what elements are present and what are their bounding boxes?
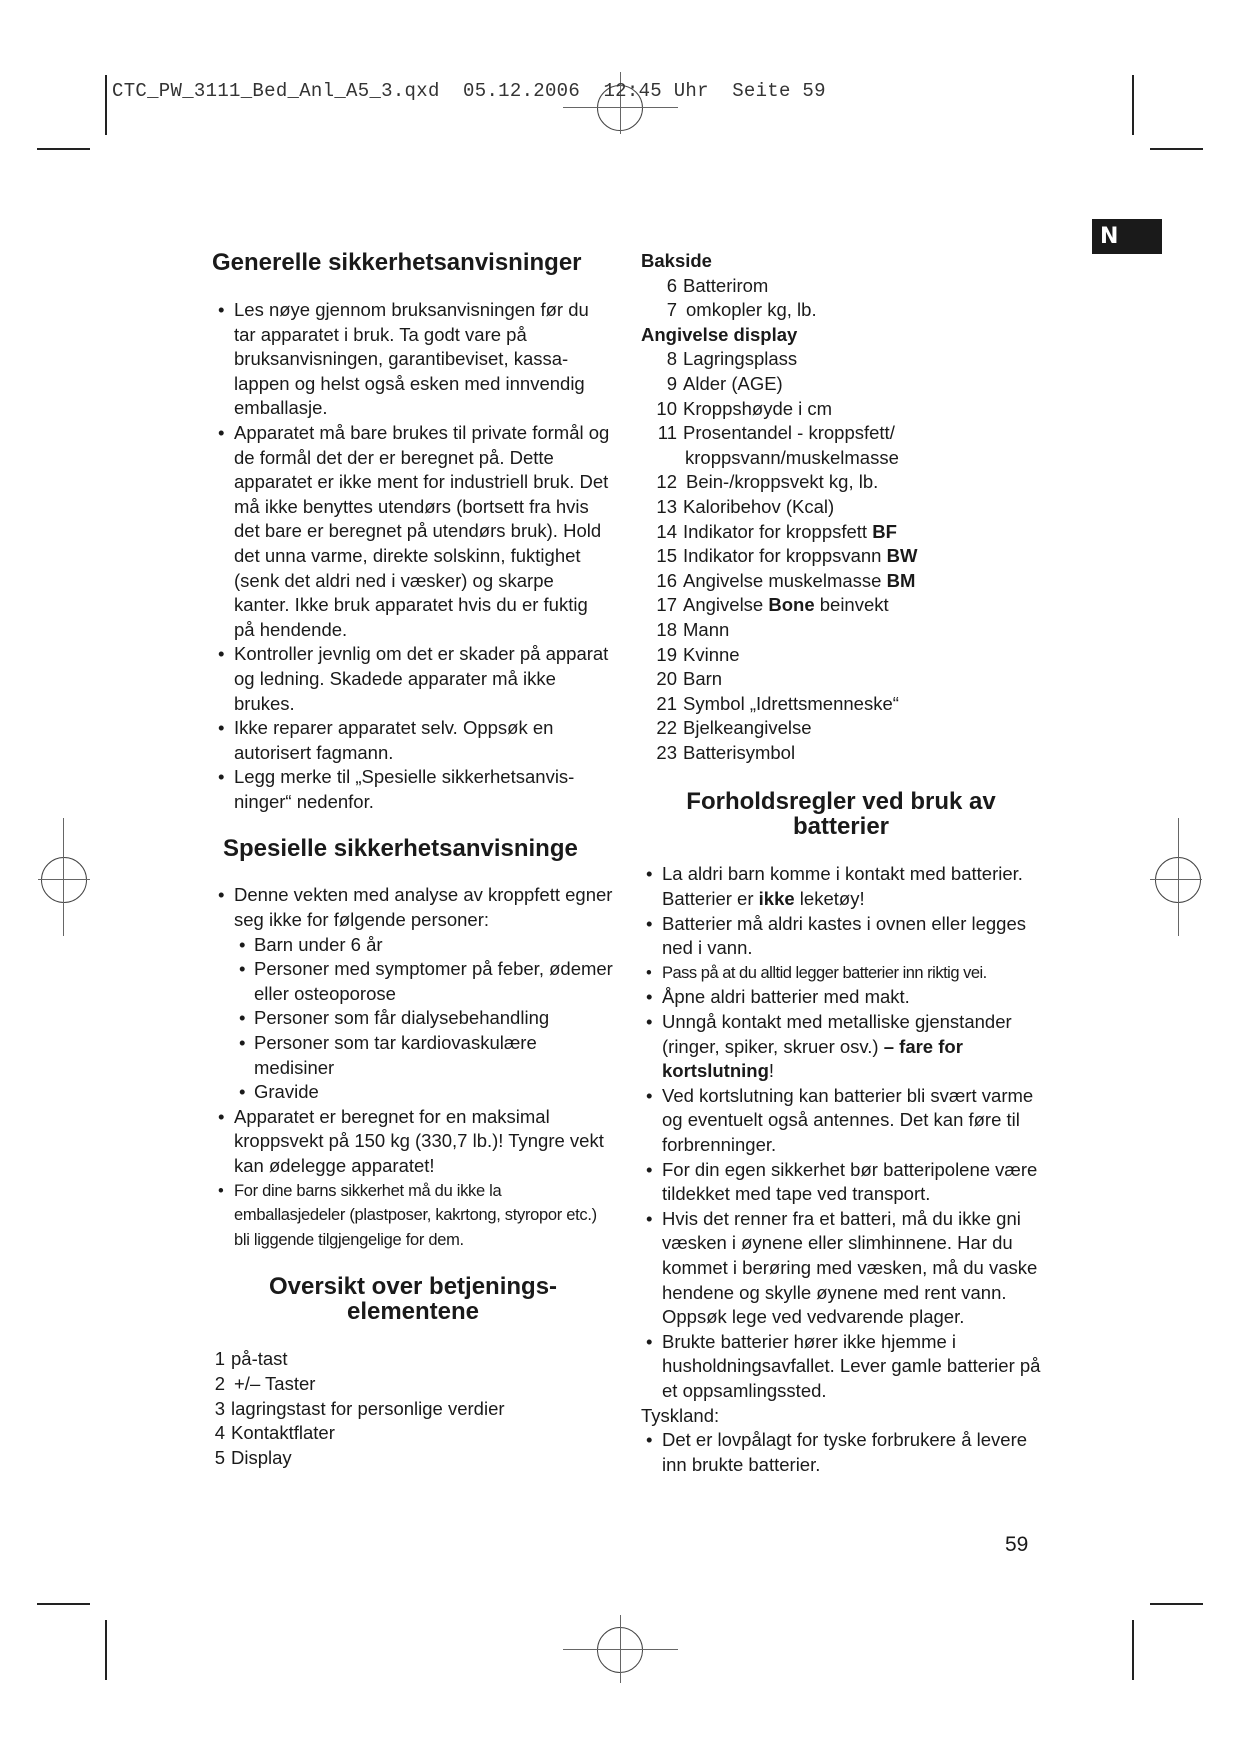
- item-number: 15: [656, 545, 677, 567]
- item-text: +/– Taster: [234, 1372, 316, 1394]
- list-item: [641, 618, 1041, 643]
- item-text: [683, 544, 917, 569]
- language-tab: N: [1092, 219, 1162, 254]
- list-item: • Legg merke til „Spesielle sikkerhetsanvis-ninger“ nedenfor.: [213, 765, 613, 814]
- item-number: 11: [657, 422, 677, 444]
- item-number: 16: [656, 569, 677, 591]
- list-item: [641, 495, 1041, 520]
- list-item: [641, 347, 1041, 372]
- list-item: • Hvis det renner fra et batteri, må du ikke gni væsken i øynene eller slimhinnene. Har du kommet i berøring med væsken, må du vaske hendene og skylle øynene med rent vann. Oppsøk lege ved vedvarende plager.: [641, 1207, 1041, 1330]
- list-item: [641, 421, 1041, 470]
- list-item: [641, 520, 1041, 545]
- item-number: 23: [656, 741, 677, 763]
- item-text: Symbol „Idrettsmenneske“: [683, 692, 899, 714]
- list-item: • Ved kortslutning kan batterier bli svært varme og eventuelt også antennes. Det kan føre til forbrenninger.: [641, 1084, 1041, 1158]
- display-list: [641, 347, 1041, 765]
- list-item: [641, 667, 1041, 692]
- indicator-code: BF: [872, 520, 897, 542]
- item-text: Display: [231, 1446, 292, 1468]
- list-item: [641, 692, 1041, 717]
- item-number: 8: [666, 348, 677, 370]
- list-item: [641, 372, 1041, 397]
- list-item: • Apparatet må bare brukes til private formål og de formål det der er beregnet på. Dette apparatet er ikke ment for industriell bruk. Det må ikke benyttes utendørs (bortsett fra hvis det bare er beregnet på utendørs bruk). Hold det unna varme, direkte solskinn, fuktighet (senk det aldri ned i væsker) og skarpe kanter. Ikke bruk apparatet hvis du er fuktig på hendende.: [213, 421, 613, 642]
- special-safety-title: Spesielle sikkerhetsanvisninge: [223, 835, 578, 863]
- battery-title-line: Forholdsregler ved bruk av: [686, 788, 996, 816]
- list-item: [641, 274, 1041, 299]
- list-item: [213, 1421, 613, 1446]
- item-text-part: beinvekt: [814, 594, 889, 616]
- list-item: [213, 1372, 613, 1397]
- item-text: Kvinne: [683, 643, 740, 665]
- germany-list: [641, 1428, 1041, 1477]
- item-text-part: Angivelse: [683, 594, 769, 616]
- item-number: 1: [214, 1348, 225, 1370]
- special-safety-list: [213, 883, 613, 1252]
- general-safety-title: Generelle sikkerhetsanvisninger: [212, 249, 582, 276]
- controls-list: [213, 1347, 613, 1470]
- crop-mark: [1132, 1620, 1134, 1680]
- page-number: 59: [1005, 1533, 1029, 1556]
- item-text: Barn: [683, 668, 723, 690]
- crop-mark: [1132, 75, 1134, 135]
- list-item: [641, 569, 1041, 594]
- item-text-line: kroppsvann/muskelmasse: [685, 446, 899, 468]
- list-item: • Det er lovpålagt for tyske forbrukere å levere inn brukte batterier.: [641, 1428, 1041, 1477]
- list-item: • For din egen sikkerhet bør batteripolene være tildekket med tape ved transport.: [641, 1158, 1041, 1207]
- indicator-code: Bone: [768, 594, 815, 616]
- item-text: Batterirom: [683, 274, 769, 296]
- item-number: 6: [666, 274, 677, 296]
- item-text: [683, 593, 889, 618]
- item-number: 2: [214, 1372, 225, 1394]
- list-item: [641, 470, 1041, 495]
- list-item: [641, 298, 1041, 323]
- indicator-code: BW: [886, 545, 918, 567]
- list-item: [641, 544, 1041, 569]
- item-number: 18: [656, 618, 677, 640]
- item-text: omkopler kg, lb.: [686, 299, 817, 321]
- item-text: Lagringsplass: [683, 348, 798, 370]
- item-number: 13: [656, 495, 677, 517]
- list-item: • Denne vekten med analyse av kroppfett egner seg ikke for følgende personer:: [213, 883, 613, 932]
- item-number: 4: [214, 1422, 225, 1444]
- emphasis: – fare for kortslutning: [662, 1035, 963, 1082]
- battery-title: [641, 789, 1041, 839]
- item-number: 12: [656, 471, 677, 493]
- emphasis: ikke: [758, 888, 795, 910]
- file-header: CTC_PW_3111_Bed_Anl_A5_3.qxd 05.12.2006 12:45 Uhr Seite 59: [112, 80, 826, 102]
- indicator-code: BM: [886, 569, 916, 591]
- overview-title-line: elementene: [346, 1298, 480, 1326]
- backside-heading: Bakside: [641, 250, 712, 271]
- list-item: • Barn under 6 år: [213, 933, 613, 958]
- registration-line: [1150, 879, 1202, 880]
- germany-label: Tyskland:: [641, 1404, 720, 1426]
- list-item: • Personer som får dialysebehandling: [213, 1006, 613, 1031]
- list-item: [641, 593, 1041, 618]
- item-text-part: leketøy!: [794, 888, 865, 910]
- registration-line: [38, 879, 90, 880]
- crop-mark: [1150, 148, 1203, 150]
- list-item: • Personer som tar kardiovaskulære medisiner: [213, 1031, 613, 1080]
- item-text: Batterisymbol: [683, 741, 796, 763]
- registration-line: [1178, 818, 1179, 936]
- item-number: 14: [656, 520, 677, 542]
- battery-title-line: batterier: [792, 813, 890, 841]
- overview-title-line: Oversikt over betjenings-: [268, 1273, 558, 1301]
- item-text: Kroppshøyde i cm: [683, 397, 833, 419]
- list-item: [213, 1446, 613, 1471]
- item-text-part: Indikator for kroppsvann: [683, 545, 887, 567]
- item-number: 3: [214, 1397, 225, 1419]
- list-item: [641, 862, 1041, 911]
- list-item: [213, 1347, 613, 1372]
- item-number: 17: [656, 594, 677, 616]
- item-text: [683, 569, 915, 594]
- list-item: [213, 1397, 613, 1422]
- item-text-part: Unngå kontakt med metalliske gjenstander (ringer, spiker, skruer osv.): [662, 1011, 1012, 1057]
- item-number: 10: [656, 397, 677, 419]
- list-item: • Brukte batterier hører ikke hjemme i husholdningsavfallet. Lever gamle batterier på et oppsamlingssted.: [641, 1330, 1041, 1404]
- overview-title: [213, 1274, 613, 1324]
- item-text-part: Angivelse muskelmasse: [683, 569, 887, 591]
- item-number: 19: [656, 643, 677, 665]
- item-text: Mann: [683, 618, 730, 640]
- registration-line: [620, 1615, 621, 1683]
- item-text: [683, 520, 897, 545]
- item-text-part: !: [768, 1060, 775, 1082]
- list-item: • Kontroller jevnlig om det er skader på apparat og ledning. Skadede apparater må ikke brukes.: [213, 642, 613, 716]
- list-item: [641, 741, 1041, 766]
- crop-mark: [37, 1603, 90, 1605]
- battery-list: [641, 862, 1041, 1403]
- item-number: 5: [214, 1446, 225, 1468]
- item-text-line: Prosentandel - kroppsfett/: [683, 422, 895, 444]
- crop-mark: [105, 1620, 107, 1680]
- item-text: Alder (AGE): [683, 372, 783, 394]
- crop-mark: [1150, 1603, 1203, 1605]
- general-safety-list: [213, 298, 613, 814]
- crop-mark: [37, 148, 90, 150]
- crop-mark: [105, 75, 107, 135]
- registration-line: [63, 818, 64, 936]
- list-item: • Gravide: [213, 1080, 613, 1105]
- display-heading: Angivelse display: [641, 323, 798, 345]
- item-text: Bein-/kroppsvekt kg, lb.: [686, 471, 879, 493]
- list-item: • Apparatet er beregnet for en maksimal kroppsvekt på 150 kg (330,7 lb.)! Tyngre vekt kan ødelegge apparatet!: [213, 1105, 613, 1179]
- item-text: Kontaktflater: [231, 1422, 335, 1444]
- item-text: Bjelkeangivelse: [683, 717, 812, 739]
- list-item: • For dine barns sikkerhet må du ikke la emballasjedeler (plastposer, kakrtong, styropor etc.) bli liggende tilgjengelige for dem.: [213, 1179, 613, 1253]
- item-text: [683, 421, 899, 470]
- item-number: 20: [656, 668, 677, 690]
- list-item: [641, 397, 1041, 422]
- backside-list: [641, 274, 1041, 323]
- list-item: [641, 643, 1041, 668]
- registration-mark: [41, 857, 87, 903]
- item-number: 9: [666, 372, 677, 394]
- list-item: [641, 716, 1041, 741]
- right-column: [641, 249, 1041, 1477]
- item-number: 22: [656, 717, 677, 739]
- list-item: • Personer med symptomer på feber, ødemer eller osteoporose: [213, 957, 613, 1006]
- item-number: 21: [656, 692, 677, 714]
- list-item: • Batterier må aldri kastes i ovnen eller legges ned i vann.: [641, 912, 1041, 961]
- list-item: • Ikke reparer apparatet selv. Oppsøk en autorisert fagmann.: [213, 716, 613, 765]
- list-item: • Pass på at du alltid legger batterier inn riktig vei.: [641, 961, 1041, 986]
- item-text: Kaloribehov (Kcal): [683, 495, 835, 517]
- item-text-part: Indikator for kroppsfett: [683, 520, 873, 542]
- item-number: 7: [666, 299, 677, 321]
- list-item: • Åpne aldri batterier med makt.: [641, 985, 1041, 1010]
- list-item: • Les nøye gjennom bruksanvisningen før du tar apparatet i bruk. Ta godt vare på bruksanvisningen, garantibeviset, kassa-lappen og helst også esken med innvendig emballasje.: [213, 298, 613, 421]
- item-text: på-tast: [231, 1348, 288, 1370]
- left-column: [213, 250, 613, 1470]
- item-text-part: La aldri barn komme i kontakt med batterier. Batterier er: [662, 863, 1023, 910]
- item-text: lagringstast for personlige verdier: [231, 1397, 505, 1419]
- list-item: [641, 1010, 1041, 1084]
